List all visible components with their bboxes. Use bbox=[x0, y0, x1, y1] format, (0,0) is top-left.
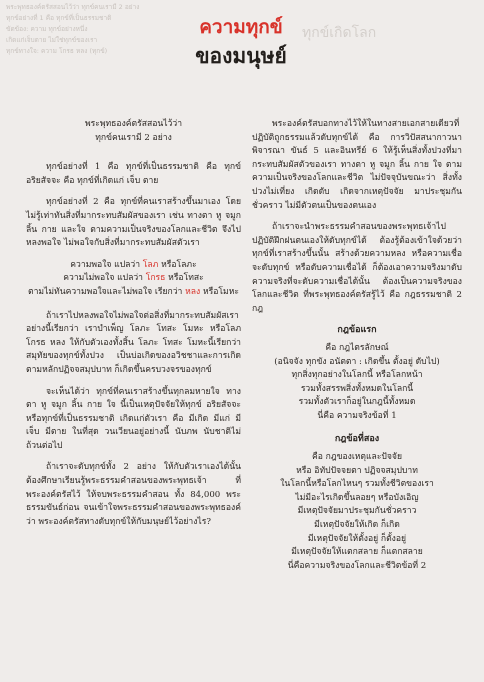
rule-1-heading: กฎข้อแรก bbox=[337, 325, 377, 336]
ghost-line: ขัดข้อง: ความ ทุกข์อย่างหนึ่ง bbox=[6, 25, 88, 33]
rule-1-line: นี่คือ ความจริงข้อที่ 1 bbox=[317, 410, 397, 421]
rule-2-heading: กฎข้อที่สอง bbox=[334, 434, 380, 445]
paragraph-3: ถ้าเราไปหลงพอใจไม่พอใจต่อสิ่งที่มากระทบสัมผัสเรา อย่างนี้เรียกว่า เราบำเพ็ญ โลภะ โทสะ โมหะ หรือโลภ โกรธ หลง ให้กับตัวเองทั้งสิ้น โลภะ โทสะ โมหะนี้เรียกว่า สมุทัยของทุกข์ทั้งปวง เป็นบ่อเกิดของอวิชชาและการเกิดตามหลักปฏิจจสมุปบาท ก็เกิดขึ้นครบวงจรของทุกข์ bbox=[26, 310, 241, 375]
rule-1-line: (อนิจจัง ทุกขัง อนัตตา : เกิดขึ้น ตั้งอยู่ ดับไป) bbox=[274, 356, 440, 367]
paragraph-suffering-1: ทุกข์อย่างที่ 1 คือ ทุกข์ที่เป็นธรรมชาติ คือ ทุกข์อริยสัจจะ คือ ทุกข์ที่เกิดแก่ เจ็บ ตาย bbox=[26, 162, 241, 186]
definition-anger: ความไม่พอใจ แปลว่า โกรธ หรือโทสะ bbox=[63, 273, 204, 284]
rule-2-line: มีเหตุปัจจัยให้ตั้งอยู่ ก็ตั้งอยู่ bbox=[307, 533, 407, 544]
title-line-1: ความทุกข์ bbox=[199, 16, 283, 38]
paragraph-5: ถ้าเราจะดับทุกข์ทั้ง 2 อย่าง ให้กับตัวเราเองได้นั้น ต้องศึกษาเรียนรู้พระธรรมคำสอนของพระพุทธเจ้า ที่พระองค์ตรัสไว้ ให้จบพระธรรมคำสอน ทั้ง 84,000 พระธรรมขันธ์ก่อน จนเข้าใจพระธรรมคำสอนของพระพุทธองค์ว่า พระองค์ตรัสทางดับทุกข์ให้กับมนุษย์ไว้อย่างไร? bbox=[26, 462, 241, 527]
intro-line-2: ทุกข์คนเรามี 2 อย่าง bbox=[95, 132, 172, 143]
paragraph-suffering-2: ทุกข์อย่างที่ 2 คือ ทุกข์ที่คนเราสร้างขึ้นมาเอง โดยไม่รู้เท่าทันสิ่งที่มากระทบสัมผัสของเรา เช่น ทางตา หู จมูก ลิ้น กาย และใจ ตามความเป็นจริงของโลกและชีวิต จึงไปหลงพอใจ ไม่พอใจกับสิ่งที่มากระทบสัมผัสตัวเรา bbox=[26, 197, 241, 249]
title-line-2: ของมนุษย์ bbox=[195, 44, 287, 68]
intro bbox=[26, 118, 241, 145]
paragraph-right-2: ถ้าเราจะนำพระธรรมคำสอนของพระพุทธเจ้าไปปฏิบัติฝึกฝนตนเองให้ดับทุกข์ได้ ต้องรู้ต้องเข้าใจด้วยว่า ทุกข์ที่เราสร้างขึ้นนั้น สร้างด้วยความหลง หรือความเชื่อจะดับทุกข์ หรือดับความเชื่อได้ ก็ต้องเอาความจริงมาดับความจริงที่จะดับความเชื่อได้นั้น ต้องเป็นความจริงของโลกและชีวิต ที่พระพุทธองค์ตรัสรู้ไว้ คือ กฎธรรมชาติ 2 กฎ bbox=[252, 222, 462, 314]
rule-2-line: มีเหตุปัจจัยมาประชุมกันชั่วคราว bbox=[297, 506, 417, 517]
rule-2-lines bbox=[252, 451, 462, 573]
definitions bbox=[26, 259, 241, 300]
definition-greed: ความพอใจ แปลว่า โลภ หรือโลภะ bbox=[70, 259, 197, 270]
article-title bbox=[176, 14, 306, 70]
rule-2-line: นี่คือความจริงของโลกและชีวิตข้อที่ 2 bbox=[287, 560, 427, 571]
intro-line-1: พระพุทธองค์ตรัสสอนไว้ว่า bbox=[84, 119, 183, 129]
left-column bbox=[26, 118, 241, 537]
ghost-line: เกิดแก่เจ็บตาย ไม่ใช่ทุกข์ของเรา bbox=[6, 36, 98, 44]
right-column bbox=[252, 118, 462, 583]
rule-1-lines bbox=[252, 342, 462, 424]
paragraph-4: จะเห็นได้ว่า ทุกข์ที่คนเราสร้างขึ้นทุกลมหายใจ ทางตา หู จมูก ลิ้น กาย ใจ นี้เป็นเหตุปัจจัยให้ทุกข์ อริยสัจจะ หรือทุกข์ที่เป็นธรรมชาติ เกิดแก่ตัวเรา คือ มีเกิด มีแก่ มีเจ็บ มีตาย ในที่สุด วนเวียนอยู่อย่างนี้ นับภพ นับชาติไม่ถ้วนต่อไป bbox=[26, 386, 241, 451]
rule-2-line: หรือ อิทัปปัจจยตา ปฏิจจสมุปบาท bbox=[296, 465, 418, 476]
rule-2-line: ไม่มีอะไรเกิดขึ้นลอยๆ หรือบังเอิญ bbox=[295, 492, 419, 503]
rule-2-line: มีเหตุปัจจัยให้เกิด ก็เกิด bbox=[314, 520, 400, 531]
rule-1-line: รวมทั้งตัวเราก็อยู่ในกฎนี้ทั้งหมด bbox=[298, 397, 416, 408]
ghost-line: ทุกข์อย่างที่ 1 คือ ทุกข์ที่เป็นธรรมชาติ bbox=[6, 14, 112, 22]
ghost-line: พระพุทธองค์ตรัสสอนไว้ว่า ทุกข์คนเรามี 2 อย่าง bbox=[6, 3, 140, 11]
rule-2-line: มีเหตุปัจจัยให้แตกสลาย ก็แตกสลาย bbox=[291, 547, 423, 558]
rule-2-line: ในโลกนี้หรือโลกไหนๆ รวมทั้งชีวิตของเรา bbox=[280, 479, 434, 490]
ghost-line: ทุกข์ทางใจ: ความ โกรธ หลง (ทุกข์) bbox=[6, 47, 108, 55]
paragraph-right-1: พระองค์ตรัสบอกทางไว้ให้ในทางสายเอกสายเดียวที่ปฏิบัติถูกธรรมแล้วดับทุกข์ได้ คือ การวิปัสสนากาวนา พิจารณา ขันธ์ 5 และอินทรีย์ 6 ให้รู้เห็นสิ่งทั้งปวงที่มากระทบสัมผัสตัวของเรา ทางตา หู จมูก ลิ้น กาย ใจ ตามความเป็นจริงของโลกและชีวิต ไม่ปัจจุบันขณะว่า สิ่งทั้งปวงไม่เที่ยง เกิดดับ เกิดจากเหตุปัจจัย มาประชุมกันชั่วคราว ไม่มีตัวตนเป็นของตนเอง bbox=[252, 119, 462, 211]
rule-1-line: รวมทั้งสรรพสิ่งทั้งหมดในโลกนี้ bbox=[300, 383, 414, 394]
rule-2-line: คือ กฎของเหตุและปัจจัย bbox=[311, 452, 402, 463]
rule-1-line: คือ กฎไตรลักษณ์ bbox=[325, 342, 389, 353]
definition-delusion: ตามไม่ทันความพอใจและไม่พอใจ เรียกว่า หลง หรือโมหะ bbox=[28, 286, 239, 297]
rule-1-line: ทุกสิ่งทุกอย่างในโลกนี้ หรือโลกหน้า bbox=[291, 370, 423, 381]
faded-background-heading: ทุกข์เกิดโลก bbox=[302, 25, 377, 41]
